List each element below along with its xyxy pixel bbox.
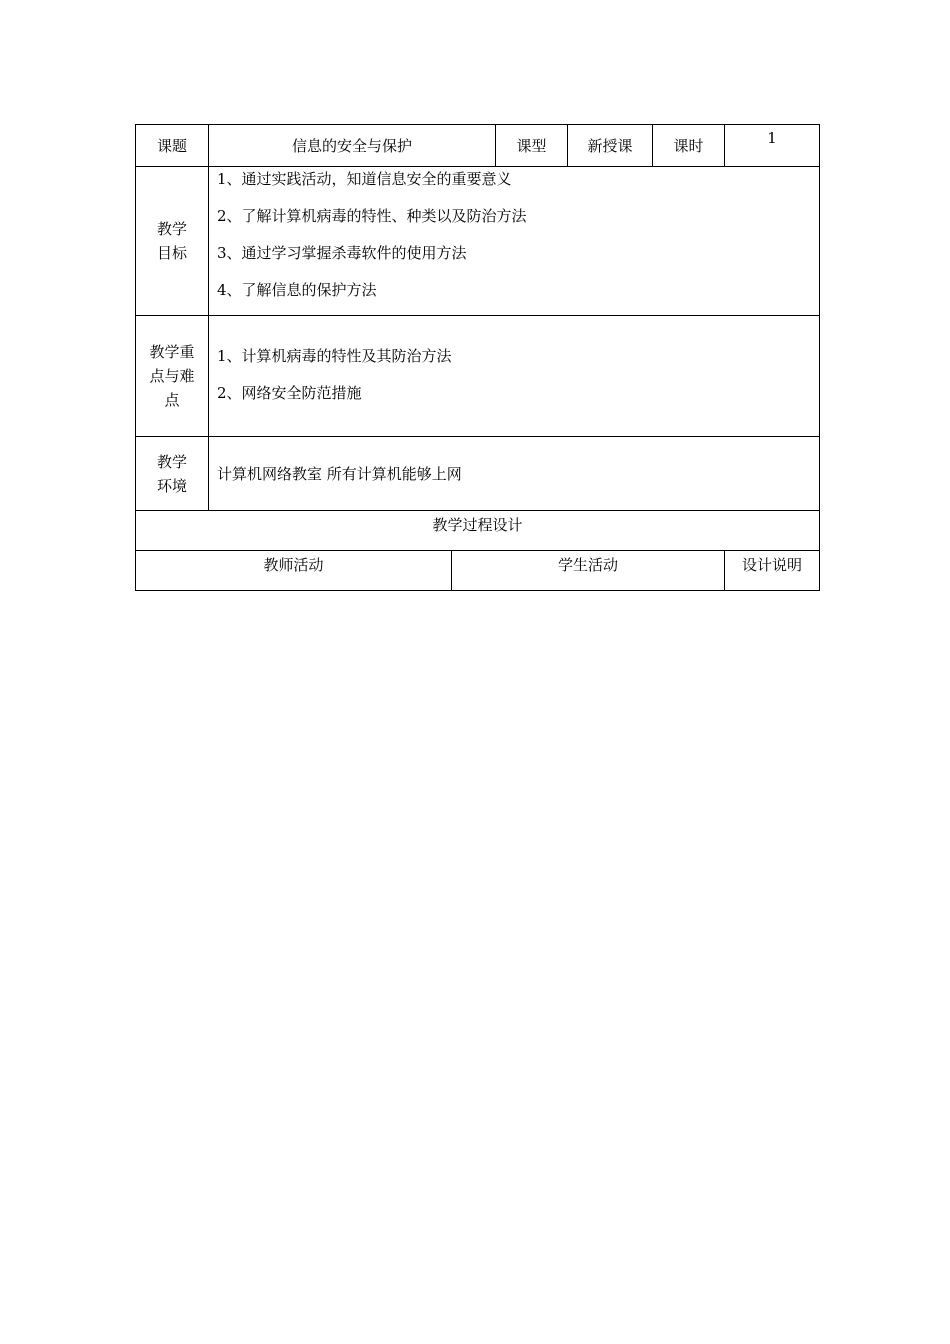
environment-value: 计算机网络教室 所有计算机能够上网	[209, 437, 820, 511]
key-points-label-line1: 教学重	[149, 343, 195, 361]
design-notes-header: 设计说明	[725, 551, 820, 591]
topic-value: 信息的安全与保护	[209, 125, 496, 167]
lesson-plan-table	[135, 124, 820, 591]
process-header-row	[136, 551, 820, 591]
objectives-label	[136, 167, 209, 316]
key-points-label-line2: 点与难	[149, 367, 195, 385]
type-label: 课型	[496, 125, 568, 167]
process-title: 教学过程设计	[136, 511, 820, 551]
key-point-item: 1、计算机病毒的特性及其防治方法	[217, 347, 452, 365]
objectives-label-line1: 教学	[156, 220, 187, 238]
environment-label-line2: 环境	[156, 476, 187, 495]
topic-label: 课题	[136, 125, 209, 167]
period-value: 1	[725, 125, 820, 167]
period-label: 课时	[653, 125, 725, 167]
key-points-row	[136, 316, 820, 437]
objective-item: 1、通过实践活动，知道信息安全的重要意义	[217, 170, 512, 188]
key-points-label	[136, 316, 209, 437]
environment-label	[136, 437, 209, 511]
key-point-item: 2、网络安全防范措施	[217, 384, 362, 402]
objective-item: 2、了解计算机病毒的特性、种类以及防治方法	[217, 207, 527, 225]
type-value: 新授课	[568, 125, 653, 167]
objectives-row	[136, 167, 820, 316]
student-activity-header: 学生活动	[452, 551, 725, 591]
teacher-activity-header: 教师活动	[136, 551, 452, 591]
objective-item: 3、通过学习掌握杀毒软件的使用方法	[217, 244, 467, 262]
key-points-content	[209, 316, 820, 437]
environment-label-line1: 教学	[156, 452, 187, 471]
objective-item: 4、了解信息的保护方法	[217, 281, 377, 299]
header-row	[136, 125, 820, 167]
process-title-row	[136, 511, 820, 551]
key-points-label-line3: 点	[164, 391, 180, 409]
objectives-label-line2: 目标	[156, 244, 187, 262]
objectives-content	[209, 167, 820, 316]
environment-row	[136, 437, 820, 511]
